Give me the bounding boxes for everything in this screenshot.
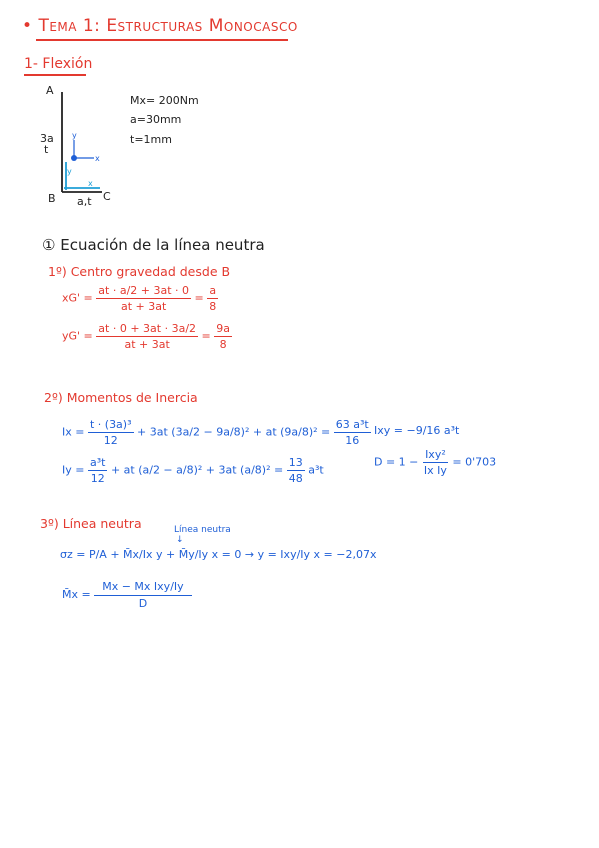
- iy-result: [287, 456, 305, 485]
- xg-result-num: a: [207, 284, 218, 299]
- step1-number: ①: [42, 236, 56, 254]
- ix-fraction: [88, 418, 134, 447]
- ix-mid: + 3at (3a/2 − 9a/8)² + at (9a/8)² =: [137, 425, 331, 439]
- axis-y2-label: y: [67, 167, 72, 176]
- ix-f1-num: t · (3a)³: [88, 418, 134, 433]
- momentos-heading: 2º) Momentos de Inercia: [44, 390, 198, 405]
- yg-label: yG' =: [62, 329, 93, 343]
- yg-fraction: [96, 322, 198, 351]
- mx-equation: [62, 580, 192, 610]
- title-bullet: •: [22, 16, 39, 36]
- linea-heading: 3º) Línea neutra: [40, 516, 142, 531]
- given-mx: Mx= 200Nm: [130, 94, 199, 107]
- xg-equation: [62, 284, 218, 313]
- iy-equation: [62, 456, 324, 485]
- xg-eq: =: [194, 291, 204, 305]
- mx-label: M̄x =: [62, 588, 91, 602]
- label-point-c: C: [103, 190, 111, 203]
- xg-result-den: 8: [209, 300, 217, 314]
- label-point-a: A: [46, 84, 54, 97]
- step1-title: Ecuación de la línea neutra: [60, 236, 265, 254]
- axis-y-label: y: [72, 131, 77, 140]
- yg-result-den: 8: [219, 338, 227, 352]
- section-underline: [24, 74, 86, 76]
- ix-f1-den: 12: [103, 434, 118, 448]
- xg-numerator: at · a/2 + 3at · 0: [96, 284, 191, 299]
- ix-result: [334, 418, 371, 447]
- ixy-equation: Ixy = −9/16 a³t: [374, 424, 460, 437]
- ix-res-den: 16: [345, 434, 360, 448]
- d-fraction: [422, 448, 449, 477]
- xg-result: [207, 284, 218, 313]
- iy-label: Iy =: [62, 463, 85, 477]
- sigma-equation: σz = P/A + M̄x/Ix y + M̄y/Iy x = 0 → y = Ixy/Iy x = −2,07x: [60, 548, 377, 561]
- d-num: Ixy²: [423, 448, 448, 463]
- ix-res-num: 63 a³t: [334, 418, 371, 433]
- iy-f1-den: 12: [90, 472, 105, 486]
- label-at: a,t: [77, 195, 92, 208]
- yg-denominator: at + 3at: [124, 338, 170, 352]
- yg-numerator: at · 0 + 3at · 3a/2: [96, 322, 198, 337]
- d-label: D = 1 −: [374, 455, 419, 469]
- iy-mid: + at (a/2 − a/8)² + 3at (a/8)² =: [110, 463, 284, 477]
- linea-annotation: Línea neutra: [174, 525, 231, 535]
- ix-label: Ix =: [62, 425, 85, 439]
- label-point-b: B: [48, 192, 56, 205]
- page-title: [22, 16, 298, 36]
- yg-result-num: 9a: [214, 322, 232, 337]
- yg-equation: [62, 322, 232, 351]
- label-t-left: t: [44, 143, 49, 156]
- title-underline: [36, 39, 288, 41]
- step1-heading: [42, 236, 265, 254]
- label-3a: 3a: [40, 132, 54, 145]
- axis-x2-label: x: [88, 179, 93, 188]
- d-result: = 0'703: [452, 455, 497, 469]
- section-heading-flexion: 1- Flexión: [24, 56, 93, 72]
- ix-equation: [62, 418, 371, 447]
- centro-heading: 1º) Centro gravedad desde B: [48, 264, 231, 279]
- yg-result: [214, 322, 232, 351]
- mx-fraction: [94, 580, 191, 610]
- iy-f1-num: a³t: [88, 456, 107, 471]
- iy-fraction: [88, 456, 107, 485]
- mx-num: Mx − Mx Ixy/Iy: [94, 580, 191, 596]
- xg-fraction: [96, 284, 191, 313]
- given-t: t=1mm: [130, 133, 172, 146]
- xg-label: xG' =: [62, 291, 93, 305]
- iy-res-tail: a³t: [308, 463, 324, 477]
- xg-denominator: at + 3at: [120, 300, 167, 314]
- mx-den: D: [138, 597, 148, 611]
- yg-eq: =: [201, 329, 211, 343]
- d-den: Ix Iy: [423, 464, 447, 478]
- axis-x-label: x: [95, 154, 100, 163]
- d-equation: [374, 448, 496, 477]
- iy-res-den: 48: [288, 472, 303, 486]
- iy-res-num: 13: [287, 456, 305, 471]
- given-a: a=30mm: [130, 113, 182, 126]
- title-text: Tema 1: Estructuras Monocasco: [38, 16, 298, 36]
- linea-arrow: ↓: [176, 535, 184, 545]
